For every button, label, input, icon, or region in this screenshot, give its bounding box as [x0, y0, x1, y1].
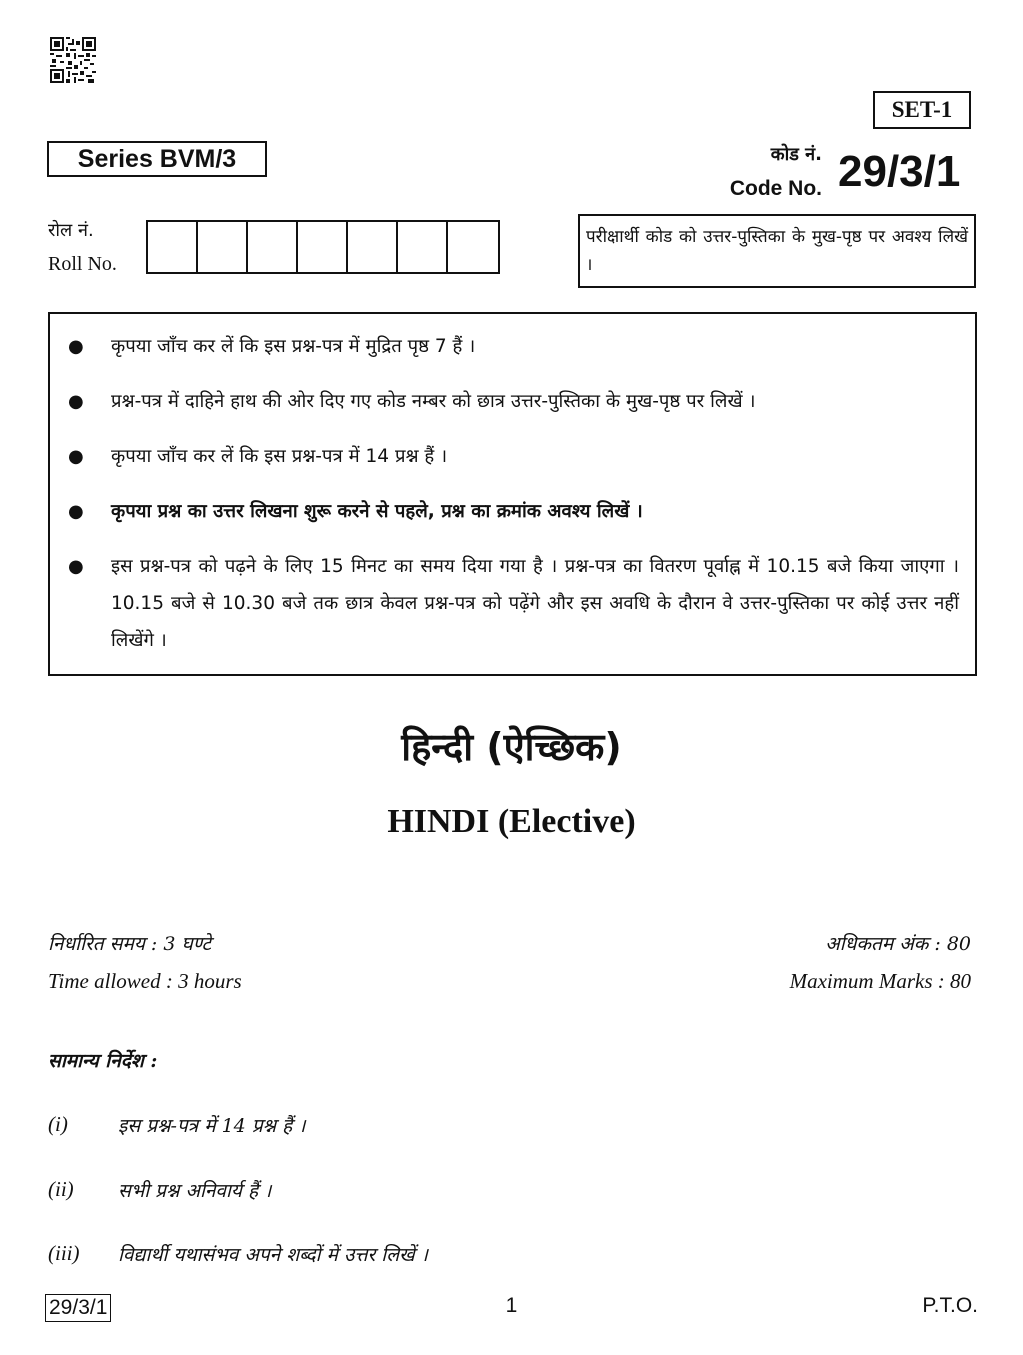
time-allowed-english: Time allowed : 3 hours	[48, 969, 242, 993]
roll-label-hindi: रोल नं.	[48, 220, 94, 241]
item-number: (ii)	[48, 1177, 74, 1201]
subject-title-english: HINDI (Elective)	[387, 803, 636, 840]
set-label: SET-1	[873, 91, 971, 129]
instructions-list	[50, 314, 975, 659]
max-marks-hindi: अधिकतम अंक : 80	[825, 933, 971, 955]
item-number: (i)	[48, 1112, 68, 1136]
roll-digit-box[interactable]	[248, 222, 298, 272]
footer-code: 29/3/1	[45, 1294, 111, 1322]
item-text: विद्यार्थी यथासंभव अपने शब्दों में उत्तर लिखें ।	[118, 1244, 428, 1266]
roll-digit-box[interactable]	[398, 222, 448, 272]
general-instruction-item	[48, 1112, 305, 1138]
roll-digit-box[interactable]	[448, 222, 498, 272]
general-instruction-item	[48, 1241, 428, 1267]
time-allowed-hindi: निर्धारित समय : 3 घण्टे	[48, 933, 212, 955]
roll-digit-box[interactable]	[348, 222, 398, 272]
bullet-icon: ●	[68, 501, 84, 522]
instructions-box	[48, 312, 977, 676]
code-label-hindi: कोड नं.	[770, 144, 822, 165]
item-text: इस प्रश्न-पत्र में 14 प्रश्न हैं ।	[118, 1115, 306, 1137]
instruction-item	[66, 328, 959, 365]
roll-label-english: Roll No.	[48, 253, 117, 275]
item-text: सभी प्रश्न अनिवार्य हैं ।	[118, 1180, 272, 1202]
instruction-text: कृपया जाँच कर लें कि इस प्रश्न-पत्र में 14 प्रश्न हैं ।	[111, 446, 448, 467]
general-instruction-item	[48, 1177, 271, 1203]
instruction-item	[66, 438, 959, 475]
bullet-icon: ●	[68, 336, 84, 357]
roll-digit-box[interactable]	[198, 222, 248, 272]
instruction-text: कृपया जाँच कर लें कि इस प्रश्न-पत्र में मुद्रित पृष्ठ 7 हैं ।	[111, 336, 476, 357]
subject-title-hindi: हिन्दी (ऐच्छिक)	[401, 725, 622, 769]
max-marks-english: Maximum Marks : 80	[789, 969, 971, 993]
roll-number-boxes	[146, 220, 500, 274]
instruction-item	[66, 493, 959, 530]
roll-digit-box[interactable]	[148, 222, 198, 272]
code-value: 29/3/1	[838, 147, 961, 196]
instruction-text: कृपया प्रश्न का उत्तर लिखना शुरू करने से पहले, प्रश्न का क्रमांक अवश्य लिखें ।	[111, 501, 643, 522]
instruction-item	[66, 383, 959, 420]
instruction-text: इस प्रश्न-पत्र को पढ़ने के लिए 15 मिनट का समय दिया गया है । प्रश्न-पत्र का वितरण पूर्वाह्न में 10.15 बजे किया जाएगा । 10.15 बजे से 10.30 बजे तक छात्र केवल प्रश्न-पत्र को पढ़ेंगे और इस अवधि के दौरान वे उत्तर-पुस्तिका पर कोई उत्तर नहीं लिखेंगे ।	[111, 556, 959, 651]
series-label: Series BVM/3	[47, 141, 267, 177]
instruction-item	[66, 548, 959, 659]
general-instructions-title: सामान्य निर्देश :	[48, 1050, 158, 1072]
code-label-english: Code No.	[729, 177, 822, 200]
instruction-text: प्रश्न-पत्र में दाहिने हाथ की ओर दिए गए कोड नम्बर को छात्र उत्तर-पुस्तिका के मुख-पृष्ठ पर लिखें ।	[111, 391, 756, 412]
bullet-icon: ●	[68, 446, 84, 467]
bullet-icon: ●	[68, 391, 84, 412]
code-note: परीक्षार्थी कोड को उत्तर-पुस्तिका के मुख-पृष्ठ पर अवश्य लिखें ।	[578, 214, 976, 288]
pto-label: P.T.O.	[922, 1294, 978, 1317]
item-number: (iii)	[48, 1241, 80, 1265]
page-number: 1	[505, 1294, 518, 1317]
bullet-icon: ●	[68, 556, 84, 577]
roll-digit-box[interactable]	[298, 222, 348, 272]
qr-code-icon	[50, 37, 96, 83]
